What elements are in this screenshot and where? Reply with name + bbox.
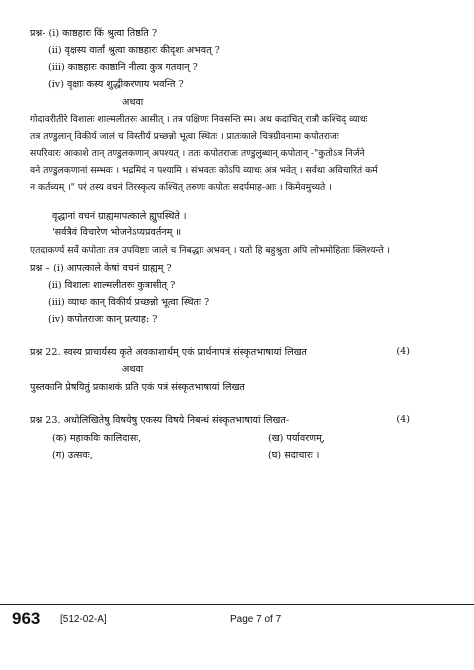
passage-line: सपरिवारः आकाशे तान् तण्डुलकणान् अपश्यत् । ततः कपोतराजः तण्डुलुब्धान् कपोतान् -"कुतोऽत्र निर्जने bbox=[30, 148, 365, 159]
passage-line: न कर्तव्यम् ।" परं तस्य वचनं तिरस्कृत्य कश्चित् तरुणः कपोतः सदर्पमाह-आः । किमेवमुच्यते । bbox=[30, 182, 332, 193]
paper-id: [512-02-A] bbox=[60, 614, 107, 625]
q22-athava: अथवा bbox=[122, 364, 144, 375]
passage-question: प्रश्न – (i) आपत्काले केषां वचनं ग्राह्यम् ? bbox=[30, 263, 172, 274]
q21-question-1: प्रश्न- (i) काष्ठहारः किं श्रुत्वा तिष्ठति ? bbox=[30, 28, 157, 39]
q21-question-4: (iv) वृक्षाः कस्य शुद्धीकरणाय भवन्ति ? bbox=[48, 79, 184, 90]
verse-line: वृद्धानां वचनं ग्राह्यमापत्काले ह्युपस्थिते । bbox=[52, 211, 187, 222]
q22-alternative: पुस्तकानि प्रेषयितुं प्रकाशकं प्रति एकं पत्रं संस्कृतभाषायां लिखत bbox=[30, 382, 245, 393]
passage-line: तत्र तण्डुलान् विकीर्य जालं च विस्तीर्य प्रच्छन्नो भूत्वा स्थितः । प्रातःकाले चित्रग्रीवनामा कपोतराजः bbox=[30, 131, 339, 142]
q22-marks: (4) bbox=[396, 346, 410, 357]
q21-question-3: (iii) काष्ठहारः काष्ठानि नीत्वा कुत्र गतवान् ? bbox=[48, 62, 198, 73]
q21-question-2: (ii) वृक्षस्य वार्तां श्रुत्वा काष्ठहारः कीदृशः अभवत् ? bbox=[48, 45, 220, 56]
passage-question: (ii) विशालः शाल्मलीतरुः कुत्रासीत् ? bbox=[48, 280, 176, 291]
q22-label: प्रश्न 22. स्वस्य प्राचार्यस्य कृते अवकाशार्थम् एकं प्रार्थनापत्रं संस्कृतभाषायां लिखत bbox=[30, 347, 307, 358]
q23-label: प्रश्न 23. अधोलिखितेषु विषयेषु एकस्य विषये निबन्धं संस्कृतभाषायां लिखत- bbox=[30, 415, 290, 426]
passage-line: गोदावरीतीरे विशालः शाल्मलीतरुः आसीत् । तत्र पक्षिणः निवसन्ति स्म। अथ कदाचित् रात्रौ कश्चिद् व्याधः bbox=[30, 114, 368, 125]
verse-line: 'सर्वत्रैवं विचारेण भोजनेऽप्यप्रवर्तनम् ॥ bbox=[52, 227, 182, 238]
q23-topic: (ख) पर्यावरणम्, bbox=[268, 433, 325, 444]
q23-topic: (क) महाकविः कालिदासः, bbox=[52, 433, 142, 444]
passage-line: वने तण्डुलकणानां सम्भवः । भद्रमिदं न पश्यामि । संभवतः कोऽपि व्याधः अत्र भवेत् । सर्वथा अविचारितं कर्म bbox=[30, 165, 378, 176]
passage-question: (iii) व्याधः कान् विकीर्य प्रच्छन्नो भूत्वा स्थितः ? bbox=[48, 297, 210, 308]
footer-divider bbox=[0, 604, 474, 605]
passage-conclusion: एतदाकर्ण्य सर्वे कपोताः तत्र उपविष्टाः जाले च निबद्धाः अभवन् । यतो हि बहुश्रुता अपि लोभमोहिताः क्लिश्यन्ते । bbox=[30, 245, 391, 256]
q23-topic: (घ) सदाचारः । bbox=[268, 450, 320, 461]
q23-topic: (ग) उत्सवः, bbox=[52, 450, 93, 461]
page-number: Page 7 of 7 bbox=[230, 614, 282, 625]
athava-heading: अथवा bbox=[122, 97, 144, 108]
paper-code: 963 bbox=[12, 609, 41, 628]
page-footer bbox=[12, 609, 462, 631]
passage-question: (iv) कपोतराजः कान् प्रत्याह: ? bbox=[48, 314, 158, 325]
q23-marks: (4) bbox=[396, 414, 410, 425]
